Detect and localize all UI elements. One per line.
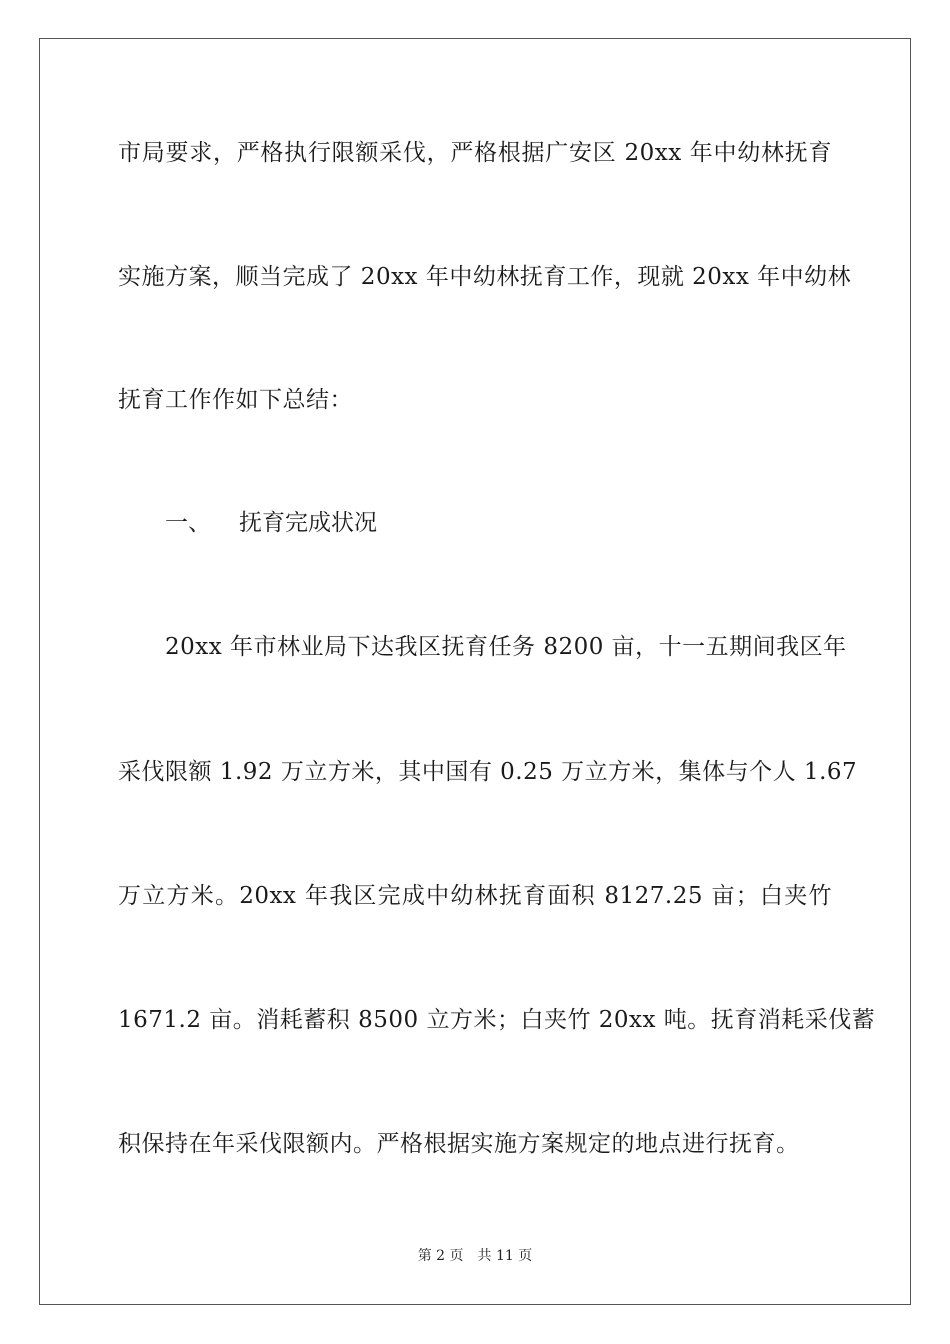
text-line-2: 实施方案，顺当完成了 20xx 年中幼林抚育工作，现就 20xx 年中幼林 xyxy=(118,264,852,290)
page-number: 第 2 页 xyxy=(417,1248,464,1264)
paragraph-line-3: 万立方米。20xx 年我区完成中幼林抚育面积 8127.25 亩；白夹竹 xyxy=(118,883,832,909)
page-total: 共 11 页 xyxy=(477,1248,533,1264)
section-number: 一、 xyxy=(165,510,211,536)
paragraph-line-5: 积保持在年采伐限额内。严格根据实施方案规定的地点进行抚育。 xyxy=(118,1131,800,1157)
paragraph-line-1: 20xx 年市林业局下达我区抚育任务 8200 亩，十一五期间我区年 xyxy=(165,634,847,660)
section-heading xyxy=(165,508,377,538)
text-line-3: 抚育工作作如下总结： xyxy=(118,387,353,413)
page-footer xyxy=(0,1247,950,1265)
page-border xyxy=(39,38,911,1305)
paragraph-line-2: 采伐限额 1.92 万立方米，其中国有 0.25 万立方米，集体与个人 1.67 xyxy=(118,759,858,785)
section-title: 抚育完成状况 xyxy=(239,510,377,536)
paragraph-line-4: 1671.2 亩。消耗蓄积 8500 立方米；白夹竹 20xx 吨。抚育消耗采伐蓄 xyxy=(118,1007,876,1033)
text-line-1: 市局要求，严格执行限额采伐，严格根据广安区 20xx 年中幼林抚育 xyxy=(118,140,832,166)
